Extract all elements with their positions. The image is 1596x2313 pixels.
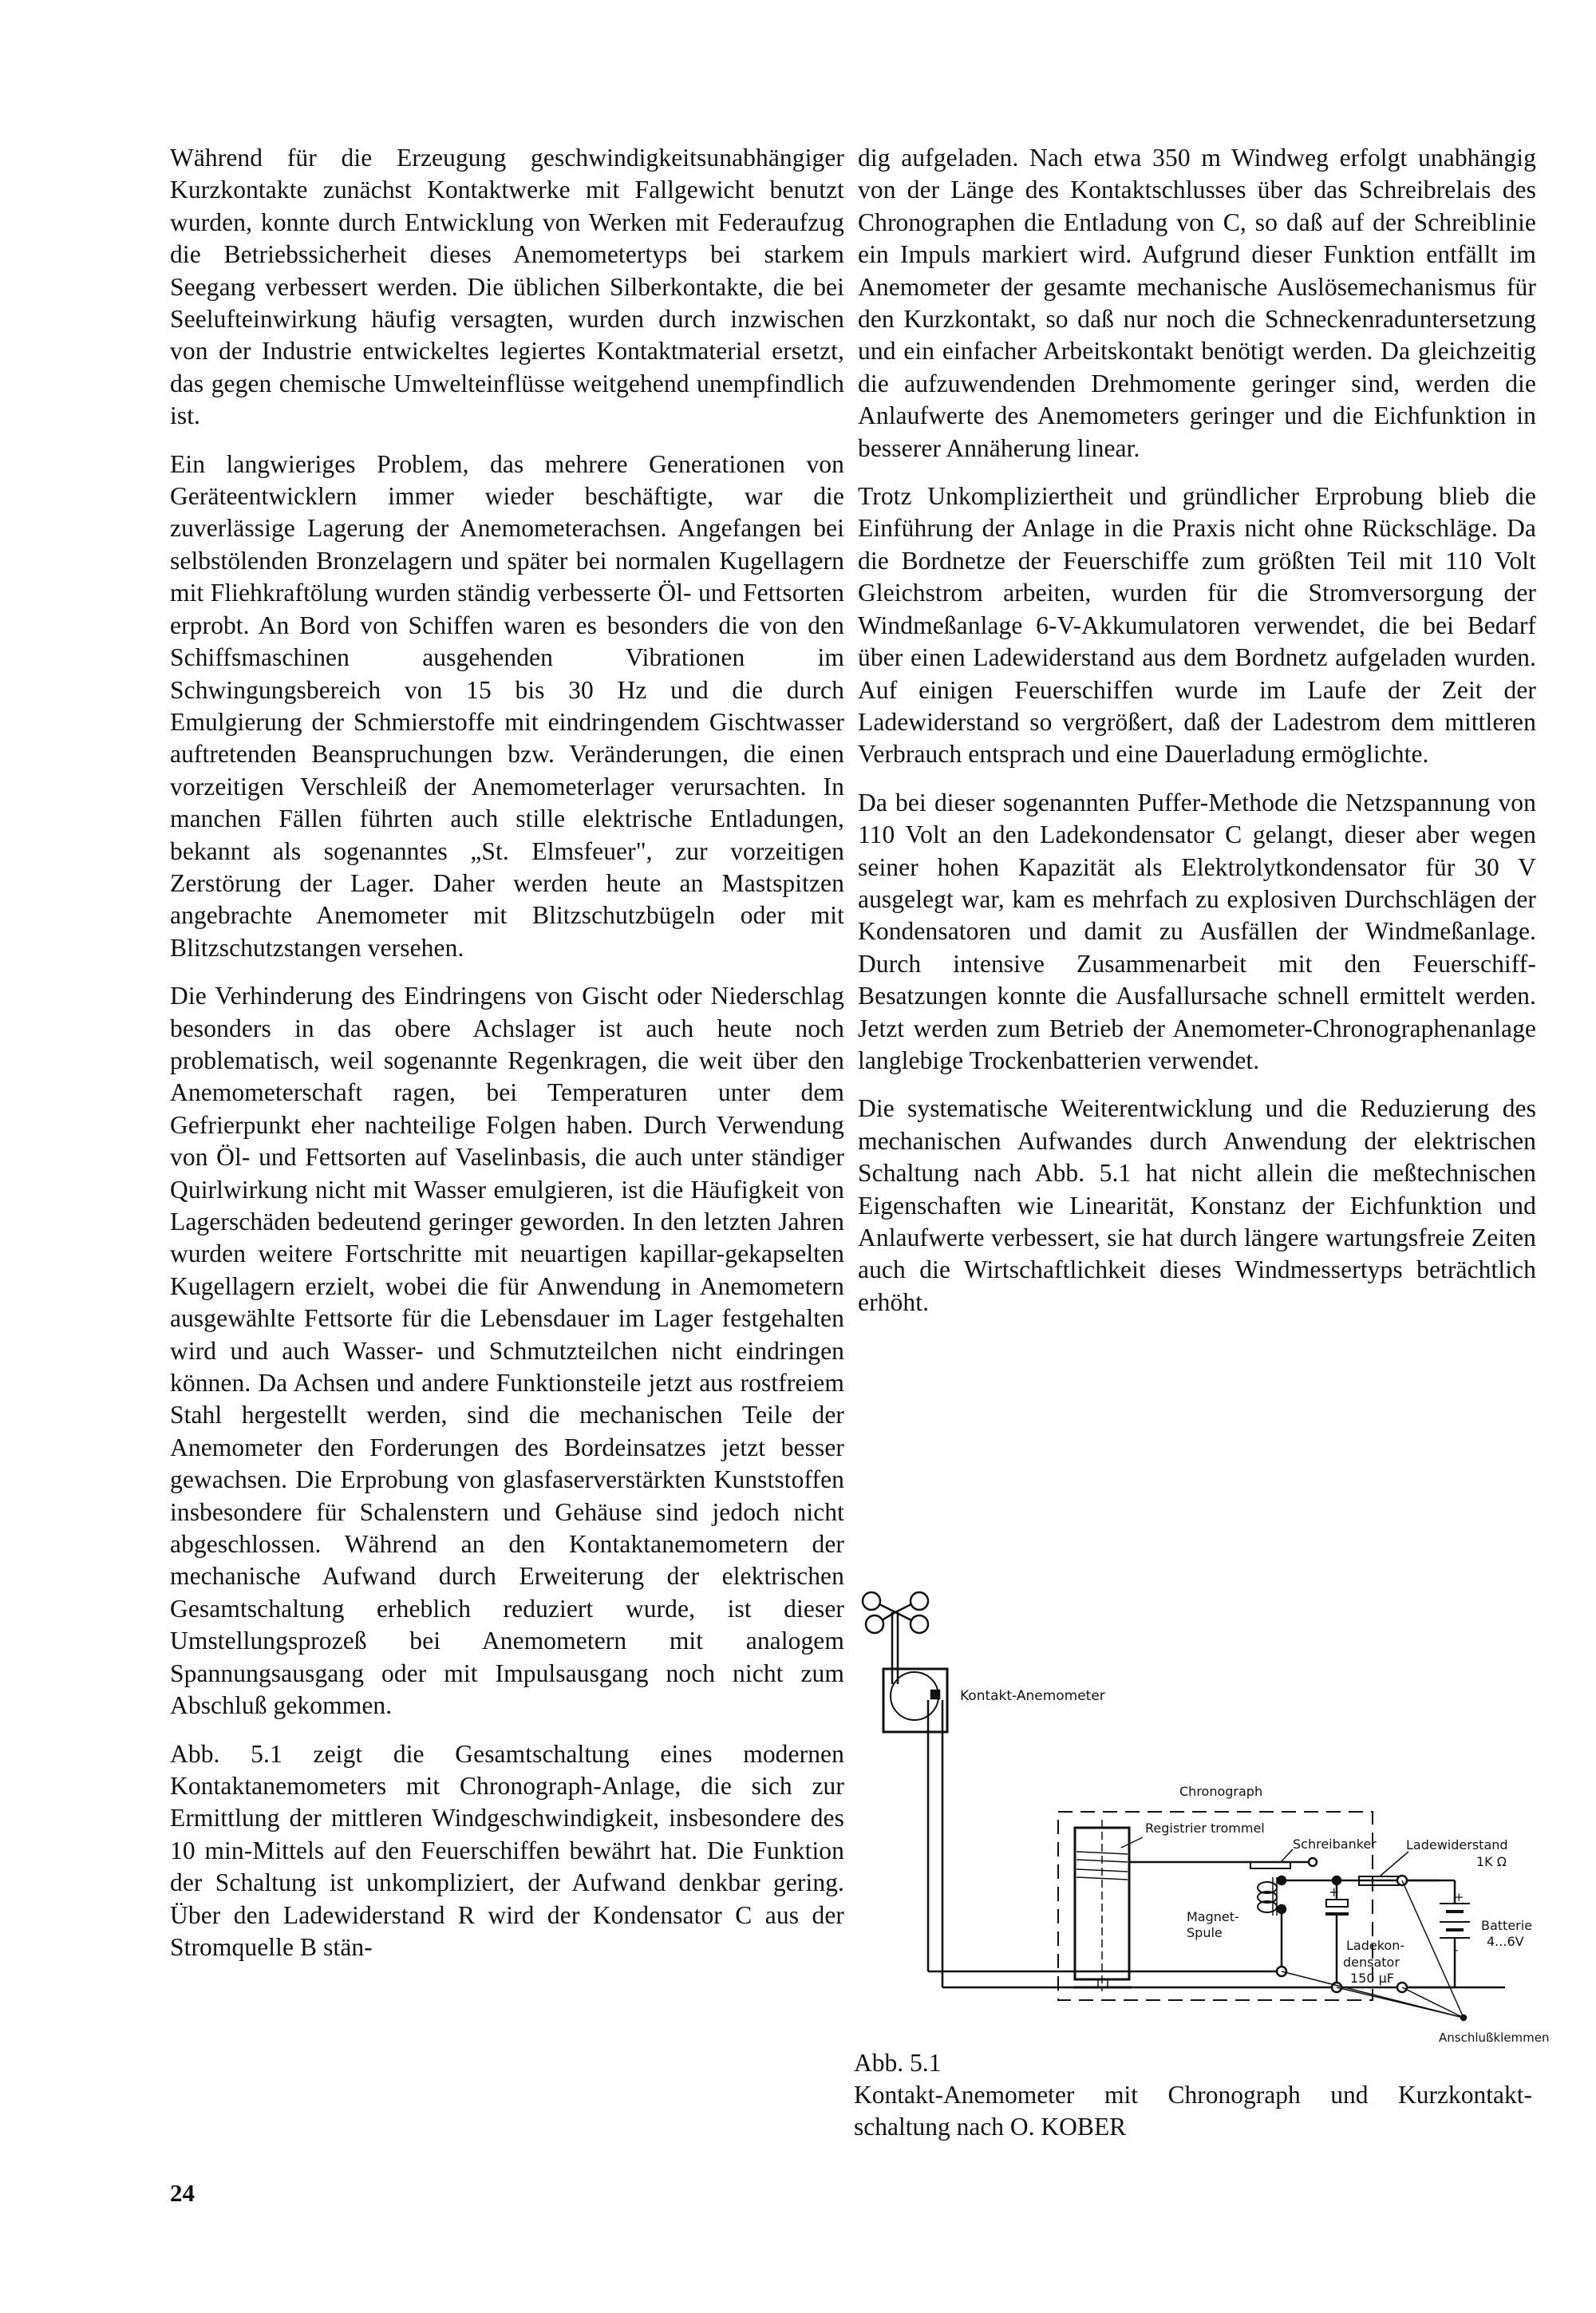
circuit-diagram [846,1580,1564,2059]
paragraph: Während für die Erzeugung geschwindigkeitsunabhängiger Kurzkontakte zunächst Kontaktwerke mit Fallgewicht benutzt wurden, konnte durch Entwicklung von Werken mit Federaufzug die Betriebssicherheit dieses Anemometertyps bei starkem Seegang verbessert werden. Die üblichen Silberkontakte, die bei Seelufteinwirkung häufig versagten, wurden durch inzwischen von der Industrie entwickeltes legiertes Kontaktmaterial ersetzt, das gegen chemische Umwelteinflüsse weitgehend unempfindlich ist. [170,144,844,430]
paragraph: Ein langwieriges Problem, das mehrere Generationen von Geräteentwicklern immer wieder beschäftigte, war die zuverlässige Lagerung der Anemometerachsen. Angefangen bei selbstölenden Bronzelagern und später bei normalen Kugellagern mit Fliehkraftölung wurden ständig verbesserte Öl- und Fettsorten erprobt. An Bord von Schiffen waren es besonders die von den Schiffsmaschinen ausgehenden Vibrationen im Schwingungsbereich von 15 bis 30 Hz und die durch Emulgierung der Schmierstoffe mit eindringendem Gischtwasser auftretenden Beanspruchungen bzw. Veränderungen, die einen vorzeitigen Verschleiß der Anemometerlager verursachten. In manchen Fällen führten auch stille elektrische Entladungen, bekannt als sogenanntes „St. Elmsfeuer", zur vorzeitigen Zerstörung der Lager. Daher werden heute an Mastspitzen angebrachte Anemometer mit Blitzschutzbügeln oder mit Blitzschutzstangen versehen. [170,449,844,962]
label-chronograph: Chronograph [1179,1784,1263,1799]
circuit-figure [846,1580,1564,2059]
label-bat-minus: - [1454,1943,1459,1957]
paragraph: Die Verhinderung des Eindringens von Gischt oder Niederschlag besonders in das obere Achslager ist auch heute noch problematisch, weil sogenannte Regenkragen, die weit über den Anemometerschaft ragen, bei Temperaturen unter dem Gefrierpunkt eher nachteilige Folgen haben. Durch Verwendung von Öl- und Fettsorten auf Vaselinbasis, die auch unter ständiger Quirlwirkung nicht mit Wasser emulgieren, ist die Häufigkeit von Lagerschäden bedeutend geringer geworden. In den letzten Jahren wurden weitere Fortschritte mit neuartigen kapillar-gekapselten Kugellagern erzielt, wobei die für Anwendung in Anemometern ausgewählte Fettsorte für die Lebensdauer im Lager festgehalten wird und auch Wasser- und Schmutzteilchen nicht eindringen können. Da Achsen und andere Funktionsteile jetzt aus rostfreiem Stahl hergestellt werden, sind die mechanischen Teile der Anemometer den Forderungen des Bordeinsatzes jetzt besser gewachsen. Die Erprobung von glasfaserverstärkten Kunststoffen insbesondere für Schalenstern und Gehäuse sind jedoch nicht abgeschlossen. Während an den Kontaktanemometern der mechanische Aufwand durch Erweiterung der elektrischen Gesamtschaltung erheblich reduziert wurde, ist dieser Umstellungsprozeß bei Anemometern mit analogem Spannungsausgang oder mit Impulsausgang noch nicht zum Abschluß gekommen. [170,982,844,1720]
label-bat-plus: + [1454,1890,1464,1904]
anemometer-cups-icon [863,1592,928,1684]
left-column [170,142,844,1979]
caption-line-1: Kontakt-Anemometer mit Chronograph und Kurzkontakt- [854,2081,1532,2109]
label-resistor-value: 1K Ω [1476,1854,1507,1869]
label-cap-value: 150 µF [1350,1971,1395,1986]
label-coil-1: Magnet- [1187,1909,1239,1924]
magnet-coil-icon [1258,1877,1277,1916]
label-cap-2: densator [1343,1955,1400,1970]
paragraph: Abb. 5.1 zeigt die Gesamtschaltung eines modernen Kontaktanemometers mit Chronograph-Anlage, die sich zur Ermittlung der mittleren Windgeschwindigkeit, insbesondere des 10 min-Mittels auf den Feuerschiffen bewährt hat. Die Funktion der Schaltung ist unkompliziert, der Aufwand denkbar gering. Über den Ladewiderstand R wird der Kondensator C aus der Stromquelle B stän- [170,1739,844,1961]
figure-caption [854,2047,1532,2143]
paragraph: Da bei dieser sogenannten Puffer-Methode die Netzspannung von 110 Volt an den Ladekondensator C gelangt, dieser aber wegen seiner hohen Kapazität als Elektrolytkondensator für 30 V ausgelegt war, kam es mehrfach zu explosiven Durchschlägen der Kondensatoren und damit zu Ausfällen der Windmeßanlage. Durch intensive Zusammenarbeit mit den Feuerschiff-Besatzungen konnte die Ausfallursache schnell ermittelt werden. Jetzt werden zum Betrieb der Anemometer-Chronographenanlage langlebige Trockenbatterien verwendet. [858,788,1536,1074]
label-battery: Batterie [1481,1918,1533,1933]
page-number: 24 [170,2179,195,2207]
figure-number: Abb. 5.1 [854,2049,942,2077]
right-column [858,142,1536,1334]
label-battery-value: 4...6V [1487,1934,1524,1949]
paragraph: Trotz Unkompliziertheit und gründlicher Erprobung blieb die Einführung der Anlage in die Praxis nicht ohne Rückschläge. Da die Bordnetze der Feuerschiffe zum größten Teil mit 110 Volt Gleichstrom arbeiten, wurden für die Stromversorgung der Windmeßanlage 6-V-Akkumulatoren verwendet, die bei Bedarf über einen Ladewiderstand aus dem Bordnetz aufgeladen wurden. Auf einigen Feuerschiffen wurde im Laufe der Zeit der Ladewiderstand so vergrößert, daß der Ladestrom dem mittleren Verbrauch entsprach und eine Dauerladung ermöglichte. [858,482,1536,769]
label-cap-1: Ladekon- [1346,1938,1405,1953]
label-pen: Schreibanker [1293,1837,1377,1852]
label-drum: Registrier trommel [1145,1821,1265,1836]
label-coil-2: Spule [1187,1925,1223,1940]
paragraph: Die systematische Weiterentwicklung und die Reduzierung des mechanischen Aufwandes durch Anwendung der elektrischen Schaltung nach Abb. 5.1 hat nicht allein die meßtechnischen Eigenschaften wie Linearität, Konstanz der Eichfunktion und Anlaufwerte verbessert, sie hat durch längere wartungsfreie Zeiten auch die Wirtschaftlichkeit dieses Windmessertyps beträchtlich erhöht. [858,1094,1536,1316]
label-resistor: Ladewiderstand [1406,1837,1508,1852]
label-cap-plus: + [1329,1884,1340,1900]
label-terminals: Anschlußklemmen [1439,2030,1550,2045]
label-anemometer: Kontakt-Anemometer [960,1688,1105,1704]
paragraph: dig aufgeladen. Nach etwa 350 m Windweg erfolgt unabhängig von der Länge des Kontaktschlusses über das Schreibrelais des Chronographen die Entladung von C, so daß auf der Schreiblinie ein Impuls markiert wird. Aufgrund dieser Funktion entfällt im Anemometer der gesamte mechanische Auslösemechanismus für den Kurzkontakt, so daß nur noch die Schneckenraduntersetzung und ein einfacher Arbeitskontakt benötigt werden. Da gleichzeitig die aufzuwendenden Drehmomente geringer sind, werden die Anlaufwerte des Anemometers geringer und die Eichfunktion in besserer Annäherung linear. [858,144,1536,462]
capacitor [1326,1900,1348,1907]
battery-icon [1440,1904,1470,1938]
caption-line-2: schaltung nach O. KOBER [854,2113,1127,2141]
